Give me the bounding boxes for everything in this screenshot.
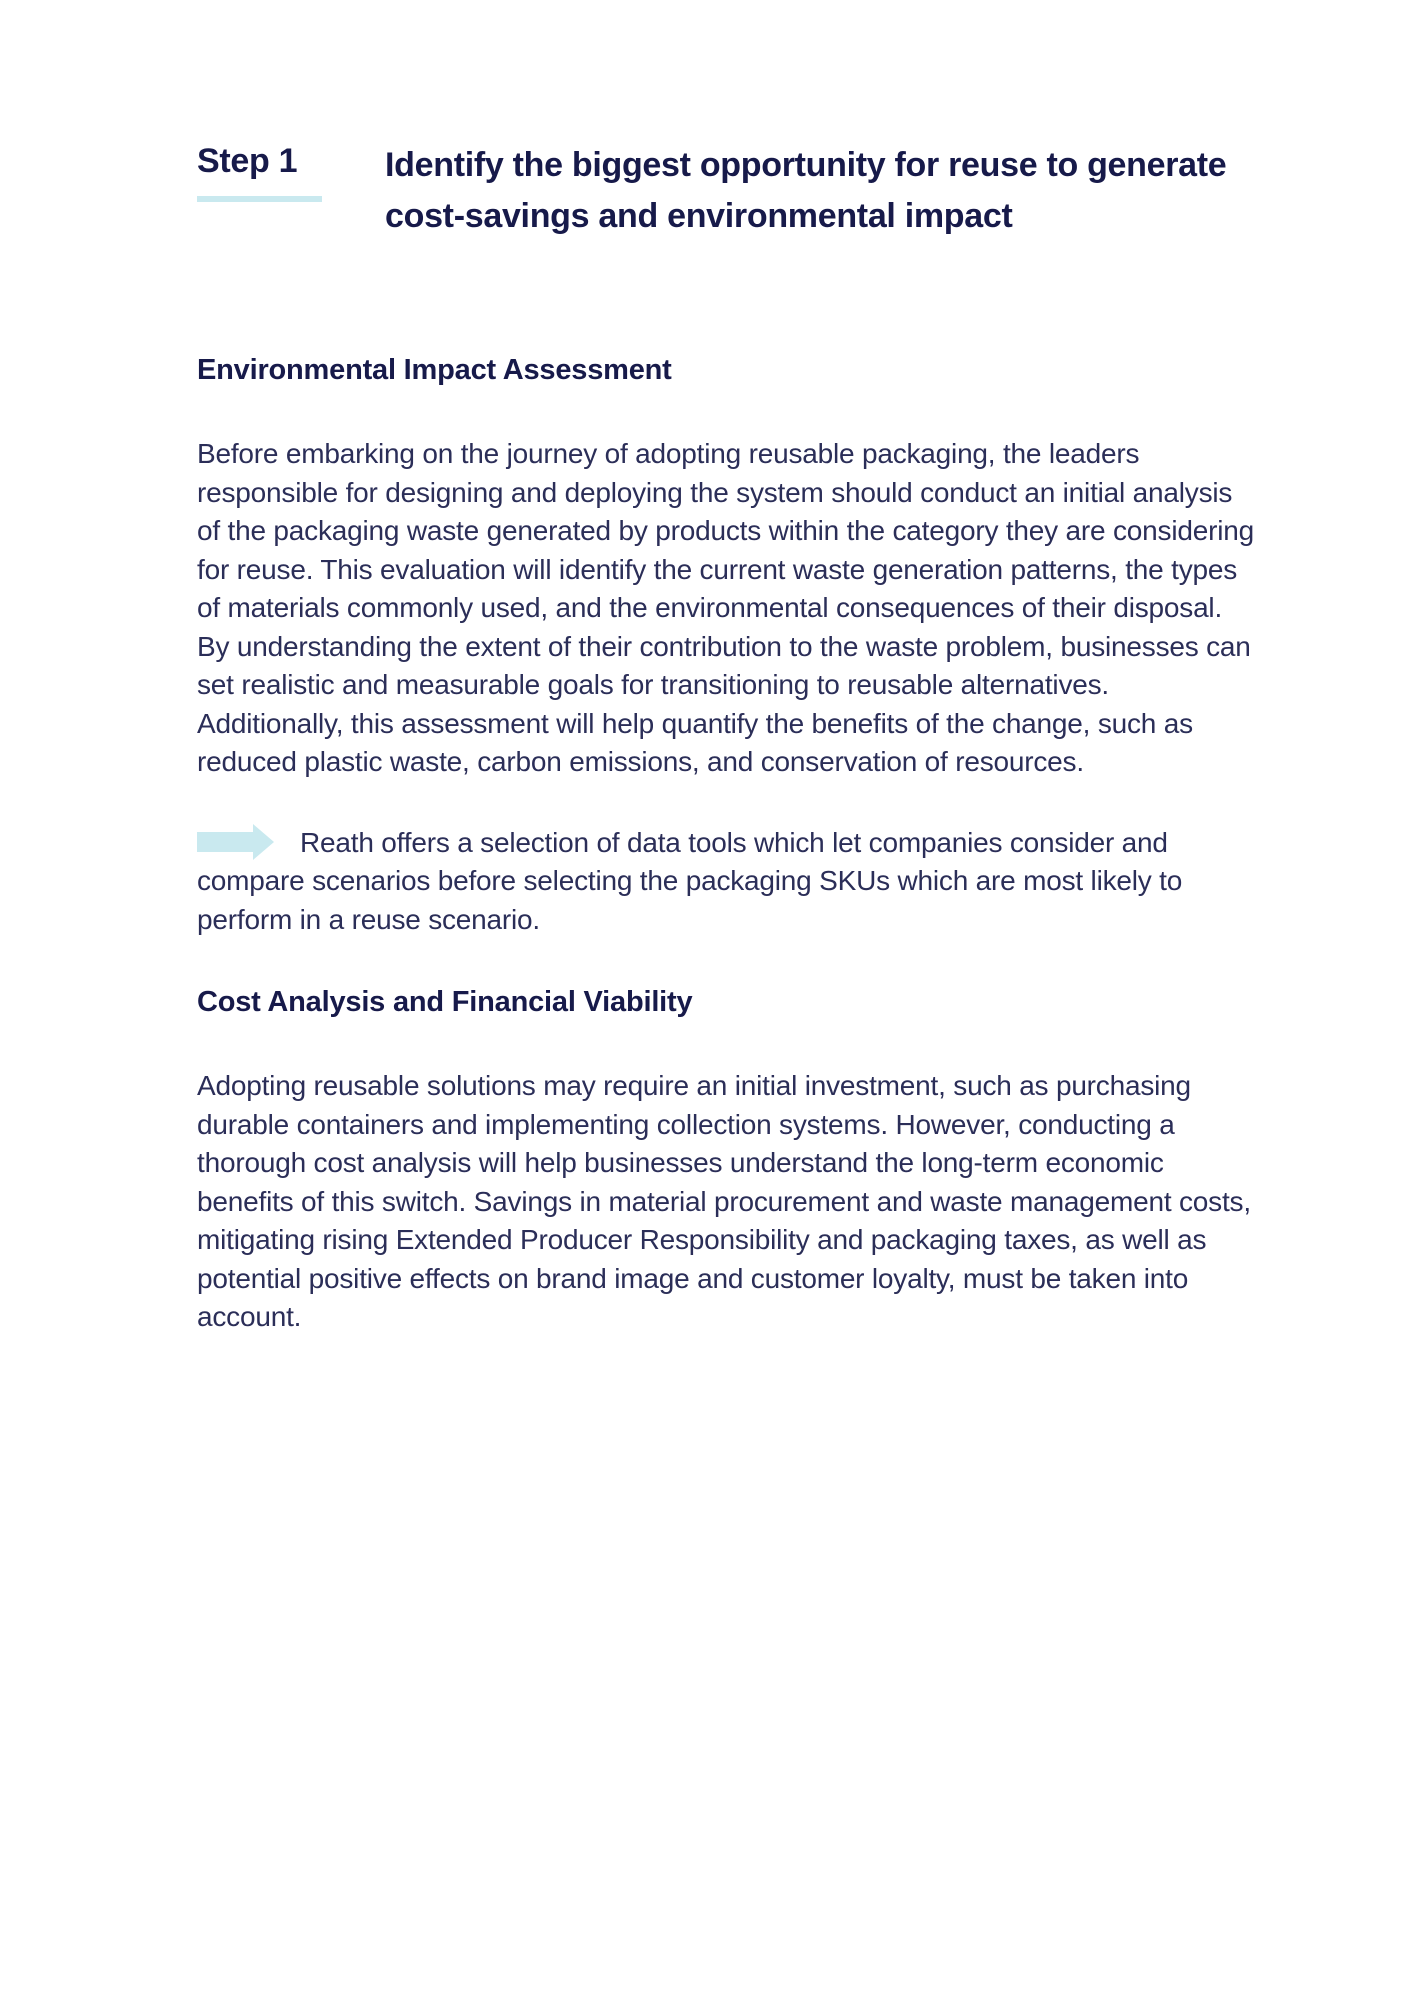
page-title: Identify the biggest opportunity for reuse to generate cost-savings and environmental impact — [385, 146, 1227, 235]
step-header — [197, 140, 1265, 242]
arrow-right-icon — [197, 824, 274, 860]
environmental-impact-heading: Environmental Impact Assessment — [197, 354, 672, 386]
step-underline-accent-bar — [197, 196, 322, 202]
cost-analysis-paragraph: Adopting reusable solutions may require an initial investment, such as purchasing durable containers and implementing collection systems. However, conducting a thorough cost analysis will help businesses understand the long-term economic benefits of this switch. Savings in material procurement and waste management costs, mitigating rising Extended Producer Responsibility and packaging taxes, as well as potential positive effects on brand image and customer loyalty, must be taken into account. — [197, 1070, 1251, 1332]
section-cost-analysis — [197, 984, 1260, 1337]
section-environmental-impact — [197, 352, 1260, 782]
page-content — [197, 352, 1260, 1337]
reath-callout-text: Reath offers a selection of data tools which let companies consider and compare scenarios before selecting the packaging SKUs which are most likely to perform in a reuse scenario. — [197, 826, 1183, 935]
environmental-impact-paragraph: Before embarking on the journey of adopting reusable packaging, the leaders responsible for designing and deploying the system should conduct an initial analysis of the packaging waste generated by products within the category they are considering for reuse. This evaluation will identify the current waste generation patterns, the types of materials commonly used, and the environmental consequences of their disposal. By understanding the extent of their contribution to the waste problem, businesses can set realistic and measurable goals for transitioning to reusable alternatives. Additionally, this assessment will help quantify the benefits of the change, such as reduced plastic waste, carbon emissions, and conservation of resources. — [197, 438, 1254, 777]
step-label: Step 1 — [197, 142, 298, 180]
step-column — [197, 140, 385, 202]
cost-analysis-heading: Cost Analysis and Financial Viability — [197, 986, 693, 1018]
reath-callout — [197, 824, 1260, 940]
